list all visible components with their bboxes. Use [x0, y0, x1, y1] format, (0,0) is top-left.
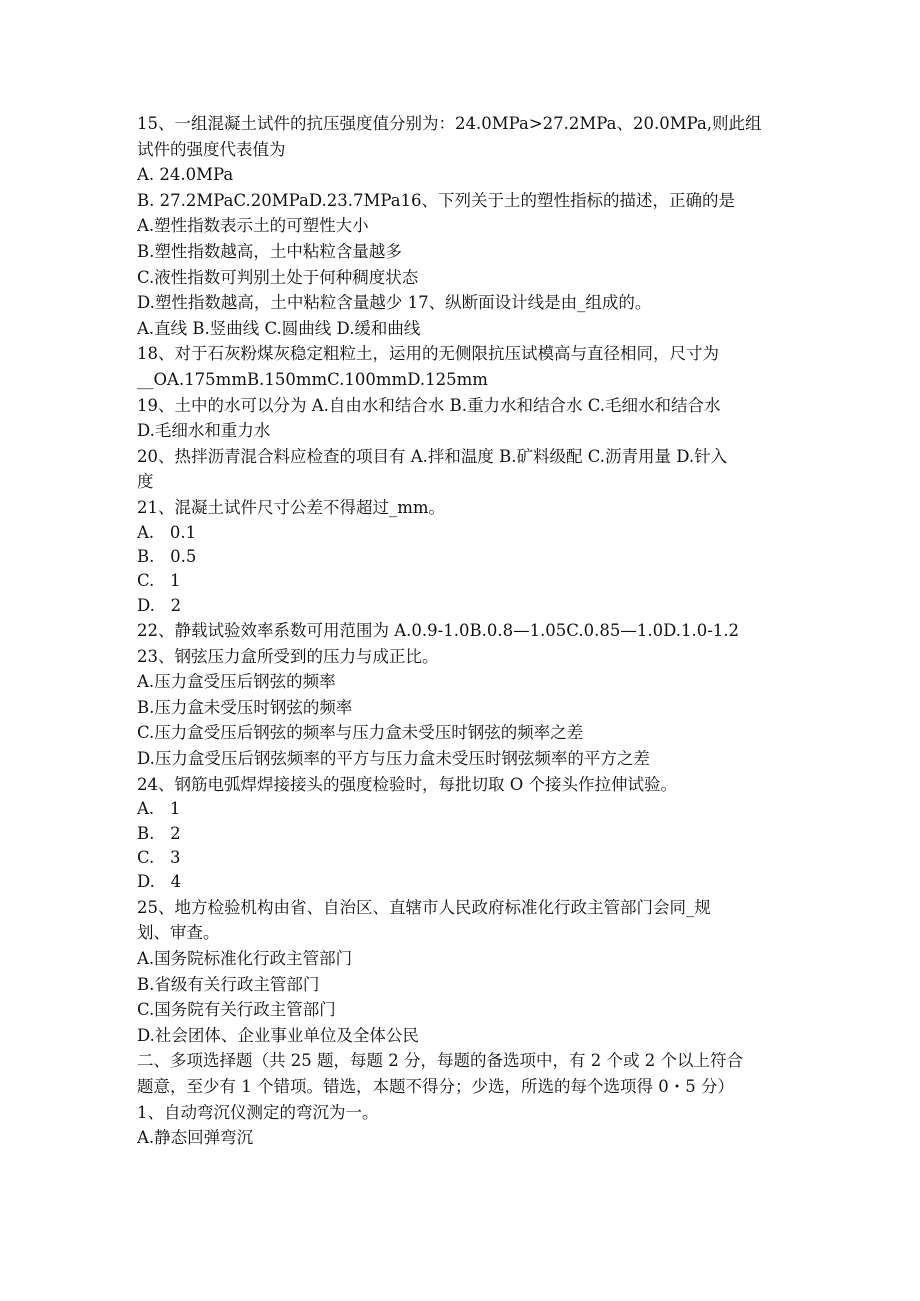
text-line: 度: [137, 472, 154, 492]
text-line: A.静态回弹弯沉: [137, 1128, 254, 1148]
text-line: 21、混凝土试件尺寸公差不得超过_mm。: [137, 497, 446, 517]
text-line: 试件的强度代表值为: [137, 139, 286, 159]
text-line: D.社会团体、企业事业单位及全体公民: [137, 1025, 419, 1045]
option-line: A. 1: [137, 799, 181, 819]
text-line: A.塑性指数表示土的可塑性大小: [137, 216, 369, 236]
text-line: C.压力盒受压后钢弦的频率与压力盒未受压时钢弦的频率之差: [137, 723, 584, 743]
option-line: D. 2: [137, 595, 182, 615]
text-line: B.塑性指数越高，土中粘粒含量越多: [137, 241, 402, 261]
text-line: C.液性指数可判别土处于何种稠度状态: [137, 267, 419, 287]
text-line: D.毛细水和重力水: [137, 421, 271, 441]
text-line: A.国务院标准化行政主管部门: [137, 948, 353, 968]
text-line: 15、一组混凝土试件的抗压强度值分别为：24.0MPa>27.2MPa、20.0MPa,则此组: [137, 114, 762, 133]
text-line: 1、自动弯沉仪测定的弯沉为一。: [137, 1102, 379, 1122]
text-line: 22、静载试验效率系数可用范围为 A.0.9-1.0B.0.8—1.05C.0.85—1.0D.1.0-1.2: [137, 621, 740, 641]
text-line: D.塑性指数越高，土中粘粒含量越少 17、纵断面设计线是由_组成的。: [137, 293, 652, 313]
text-line: A. 24.0MPa: [137, 165, 234, 185]
text-line: 20、热拌沥青混合料应检查的项目有 A.拌和温度 B.矿料级配 C.沥青用量 D.针入: [137, 446, 728, 466]
text-line: 23、钢弦压力盒所受到的压力与成正比。: [137, 646, 439, 666]
option-line: C. 1: [137, 571, 181, 591]
option-line: B. 0.5: [137, 546, 197, 566]
text-line: 19、土中的水可以分为 A.自由水和结合水 B.重力水和结合水 C.毛细水和结合水: [137, 395, 721, 415]
option-line: B. 2: [137, 823, 181, 843]
text-line: 25、地方检验机构由省、自治区、直辖市人民政府标准化行政主管部门会同_规: [137, 897, 711, 917]
option-line: D. 4: [137, 872, 182, 892]
text-line: C.国务院有关行政主管部门: [137, 1000, 336, 1020]
text-line: 24、钢筋电弧焊焊接接头的强度检验时，每批切取 O 个接头作拉伸试验。: [137, 774, 678, 794]
text-line: A.压力盒受压后钢弦的频率: [137, 672, 336, 692]
text-line: B. 27.2MPaC.20MPaD.23.7MPa16、下列关于土的塑性指标的描述，正确的是: [137, 190, 736, 210]
text-line: 划、审查。: [137, 923, 220, 943]
text-line: 二、多项选择题（共 25 题，每题 2 分，每题的备选项中，有 2 个或 2 个以上符合: [137, 1051, 743, 1071]
option-line: C. 3: [137, 848, 181, 867]
text-line: B.压力盒未受压时钢弦的频率: [137, 697, 353, 717]
text-line: B.省级有关行政主管部门: [137, 974, 320, 994]
text-line: __OA.175mmB.150mmC.100mmD.125mm: [137, 369, 488, 389]
option-line: A. 0.1: [137, 522, 197, 542]
text-line: 题意，至少有 1 个错项。错选，本题不得分；少选，所选的每个选项得 0・5 分）: [137, 1076, 734, 1096]
text-line: D.压力盒受压后钢弦频率的平方与压力盒未受压时钢弦频率的平方之差: [137, 749, 650, 769]
document-text: [137, 111, 797, 1151]
text-line: 18、对于石灰粉煤灰稳定粗粒土，运用的无侧限抗压试模高与直径相同，尺寸为: [137, 344, 719, 364]
text-line: A.直线 B.竖曲线 C.圆曲线 D.缓和曲线: [137, 318, 421, 338]
